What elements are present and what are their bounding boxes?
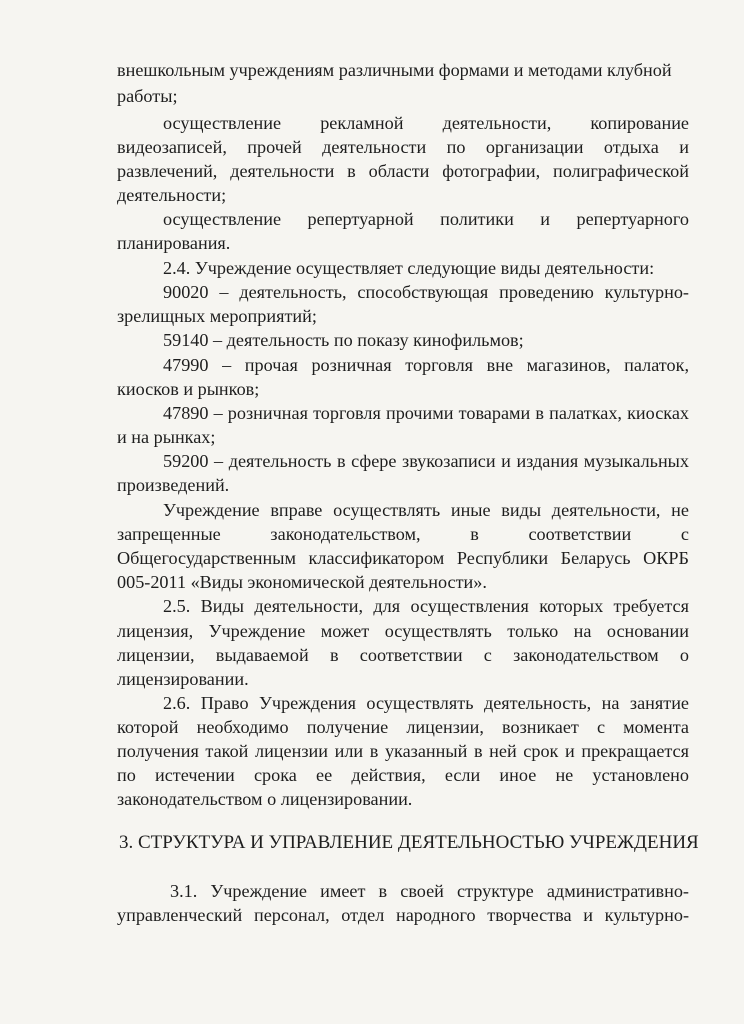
text-line: 47890 – розничная торговля прочими товарами в палатках, киосках xyxy=(163,403,689,423)
text-line: киосков и рынков; xyxy=(117,379,260,399)
text-line: произведений. xyxy=(117,475,230,495)
text-line: 2.5. Виды деятельности, для осуществления которых требуется xyxy=(163,596,689,616)
text-line: 90020 – деятельность, способствующая проведению культурно- xyxy=(163,282,689,302)
text-line: получения такой лицензии или в указанный в ней срок и прекращается xyxy=(117,741,689,761)
text-line: работы; xyxy=(117,86,178,106)
text-line: лицензировании. xyxy=(117,669,249,689)
text-line: зрелищных мероприятий; xyxy=(117,306,317,326)
text-line: развлечений, деятельности в области фотографии, полиграфической xyxy=(117,161,689,181)
text-line: которой необходимо получение лицензии, возникает с момента xyxy=(117,717,689,737)
text-line: видеозаписей, прочей деятельности по организации отдыха и xyxy=(117,137,689,157)
text-line: осуществление рекламной деятельности, копирование xyxy=(163,113,689,133)
text-line: деятельности; xyxy=(117,185,227,205)
text-line: по истечении срока ее действия, если иное не установлено xyxy=(117,765,689,785)
text-line: управленческий персонал, отдел народного творчества и культурно- xyxy=(117,905,689,925)
text-line: Общегосударственным классификатором Республики Беларусь ОКРБ xyxy=(117,548,689,568)
text-line: 2.6. Право Учреждения осуществлять деятельность, на занятие xyxy=(163,693,689,713)
text-line: и на рынках; xyxy=(117,427,216,447)
section-heading: 3. СТРУКТУРА И УПРАВЛЕНИЕ ДЕЯТЕЛЬНОСТЬЮ УЧРЕЖДЕНИЯ xyxy=(119,832,699,853)
text-line: запрещенные законодательством, в соответствии с xyxy=(117,524,689,544)
text-line: 59140 – деятельность по показу кинофильмов; xyxy=(163,330,524,350)
text-line: 2.4. Учреждение осуществляет следующие виды деятельности: xyxy=(163,258,655,278)
text-line: планирования. xyxy=(117,233,231,253)
text-line: 3.1. Учреждение имеет в своей структуре административно- xyxy=(170,881,689,901)
text-line: внешкольным учреждениям различными формами и методами клубной xyxy=(117,60,672,80)
text-line: 005-2011 «Виды экономической деятельности». xyxy=(117,572,487,592)
text-line: лицензия, Учреждение может осуществлять только на основании xyxy=(117,621,689,641)
text-line: 59200 – деятельность в сфере звукозаписи и издания музыкальных xyxy=(163,451,689,471)
text-line: законодательством о лицензировании. xyxy=(117,789,413,809)
text-line: осуществление репертуарной политики и репертуарного xyxy=(163,209,689,229)
text-line: Учреждение вправе осуществлять иные виды деятельности, не xyxy=(163,500,689,520)
text-line: 47990 – прочая розничная торговля вне магазинов, палаток, xyxy=(163,355,689,375)
text-line: лицензии, выдаваемой в соответствии с законодательством о xyxy=(117,645,689,665)
